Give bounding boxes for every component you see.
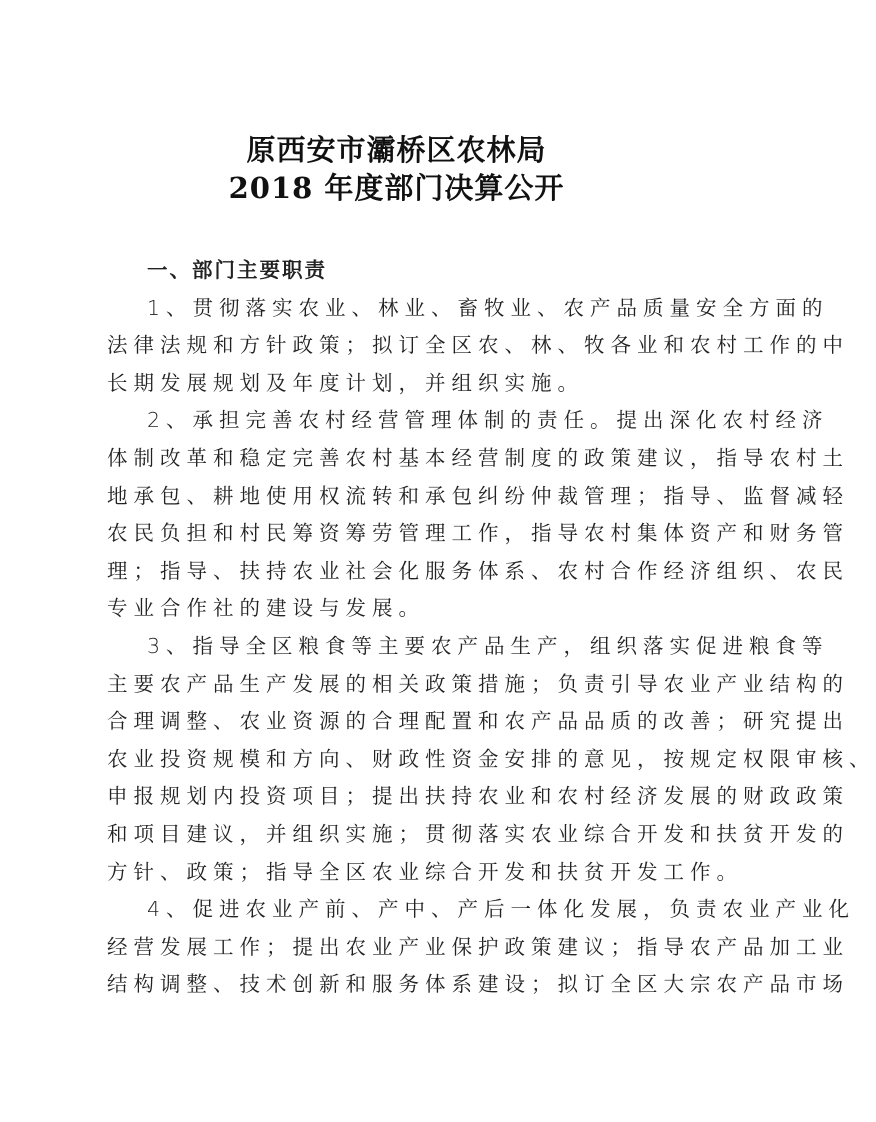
paragraph-line: 3、指导全区粮食等主要农产品生产，组织落实促进粮食等: [147, 633, 829, 658]
paragraph-line: 经营发展工作；提出农业产业保护政策建议；指导农产品加工业: [107, 934, 849, 959]
paragraph-line: 理；指导、扶持农业社会化服务体系、农村合作经济组织、农民: [107, 558, 849, 583]
paragraph-line: 农业投资规模和方向、财政性资金安排的意见，按规定权限审核、: [107, 746, 876, 771]
document-title-line-2: 2018 年度部门决算公开: [228, 171, 565, 205]
paragraph-line: 法律法规和方针政策；拟订全区农、林、牧各业和农村工作的中: [107, 333, 849, 358]
paragraph-line: 4、促进农业产前、产中、产后一体化发展，负责农业产业化: [147, 897, 856, 922]
section-heading: 一、部门主要职责: [147, 258, 327, 282]
paragraph-line: 体制改革和稳定完善农村基本经营制度的政策建议，指导农村土: [107, 445, 849, 470]
document-body: [107, 252, 876, 1004]
paragraph-line: 地承包、耕地使用权流转和承包纠纷仲裁管理；指导、监督减轻: [107, 483, 849, 508]
document-title-line-1: 原西安市灞桥区农林局: [246, 133, 547, 167]
paragraph-lines: [107, 290, 876, 1004]
paragraph-line: 2、承担完善农村经营管理体制的责任。提出深化农村经济: [147, 408, 829, 433]
paragraph-line: 申报规划内投资项目；提出扶持农业和农村经济发展的财政政策: [107, 784, 849, 809]
paragraph-line: 专业合作社的建设与发展。: [107, 596, 425, 621]
paragraph-line: 主要农产品生产发展的相关政策措施；负责引导农业产业结构的: [107, 671, 849, 696]
paragraph-line: 农民负担和村民筹资筹劳管理工作，指导农村集体资产和财务管: [107, 521, 849, 546]
paragraph-line: 方针、政策；指导全区农业综合开发和扶贫开发工作。: [107, 859, 743, 884]
paragraph-line: 长期发展规划及年度计划，并组织实施。: [107, 370, 584, 395]
paragraph-line: 合理调整、农业资源的合理配置和农产品品质的改善；研究提出: [107, 709, 849, 734]
paragraph-line: 结构调整、技术创新和服务体系建设；拟订全区大宗农产品市场: [107, 972, 849, 997]
paragraph-line: 和项目建议，并组织实施；贯彻落实农业综合开发和扶贫开发的: [107, 821, 849, 846]
paragraph-line: 1、贯彻落实农业、林业、畜牧业、农产品质量安全方面的: [147, 295, 829, 320]
